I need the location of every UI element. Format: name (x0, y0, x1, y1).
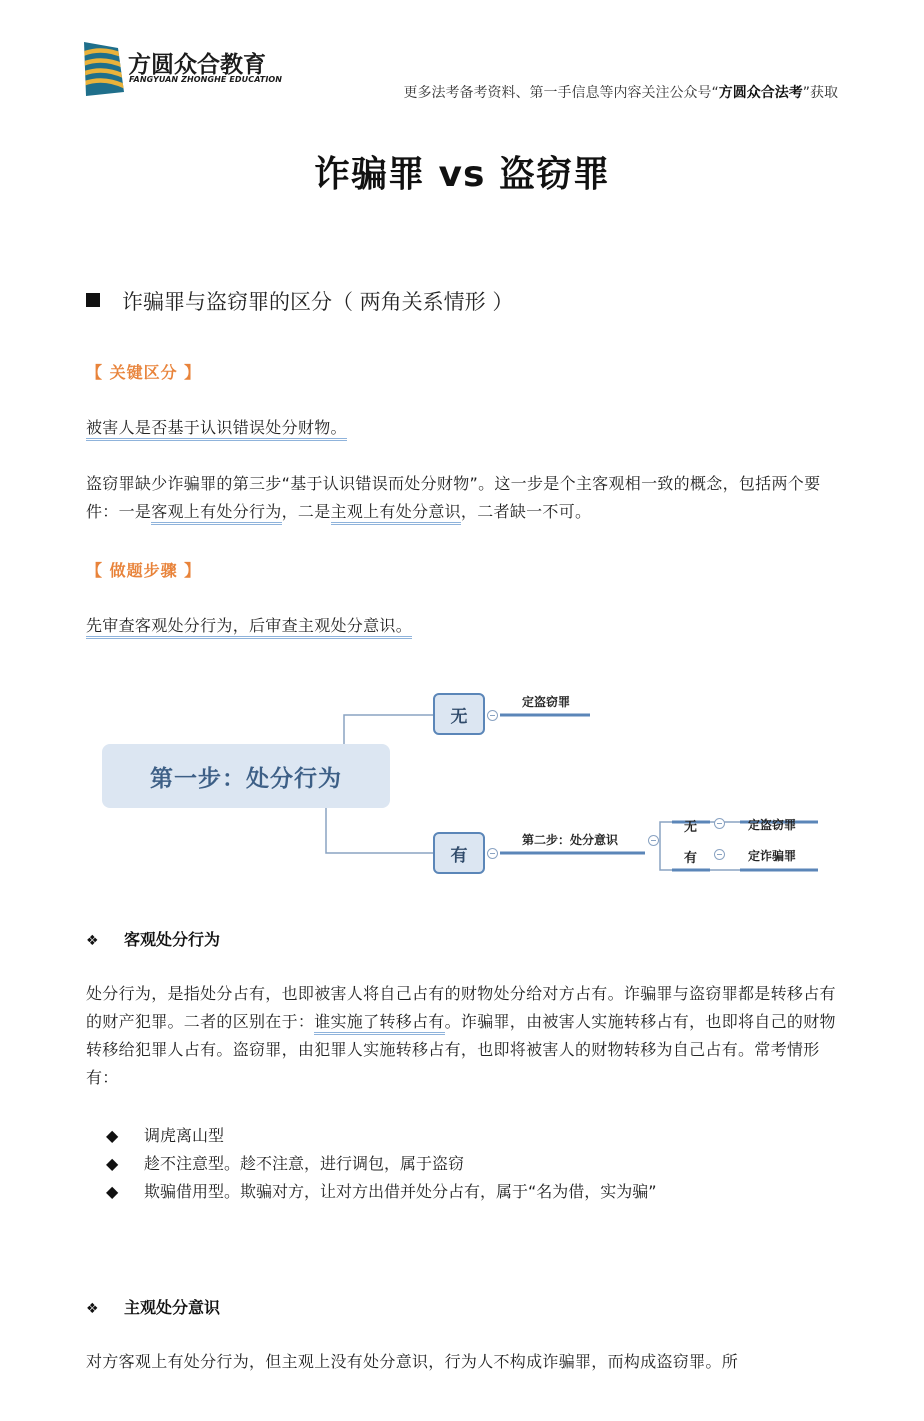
mindmap-node-no-disposal: 无 (433, 693, 485, 735)
subjective-heading-text: 主观处分意识 (124, 1298, 221, 1317)
document-title: 诈骗罪 vs 盗窃罪 (314, 154, 610, 195)
mindmap-result-theft-2: 定盗窃罪 (748, 818, 797, 832)
mindmap-root-node: 第一步：处分行为 (102, 744, 390, 808)
collapse-circle-icon (714, 849, 725, 860)
mindmap-result-theft: 定盗窃罪 (522, 695, 571, 709)
para-text: 盗窃罪缺少诈骗罪的第三步“基于认识错误而处分财物”。这一步是个主客观相一致的概念，包括两个要件：一是 (86, 474, 821, 521)
steps-tag: 【 做题步骤 】 (86, 561, 202, 580)
header-note-prefix: 更多法考备考资料、第一手信息等内容关注公众号“ (403, 85, 719, 101)
mindmap-sub-no: 无 (684, 820, 698, 835)
para-text: 处分行为，是指处分占有，也即被害人将自己占有的财物处分给对方占有。诈骗罪与盗窃罪都是转移占有的财产犯罪。二者的区别在于： (86, 984, 836, 1031)
diamond-bullet-icon: ◆ (106, 1126, 119, 1145)
steps-summary (86, 612, 840, 640)
mindmap-result-fraud: 定诈骗罪 (748, 849, 797, 863)
key-distinction-summary (86, 414, 840, 442)
collapse-circle-icon (648, 835, 659, 846)
logo-mark-icon (84, 42, 124, 96)
steps-summary-text: 先审查客观处分行为，后审查主观处分意识。 (86, 616, 412, 639)
objective-paragraph (86, 980, 840, 1092)
list-item-text: 调虎离山型 (144, 1126, 225, 1145)
diamond-bullet-icon: ◆ (106, 1182, 119, 1201)
underlined-subjective: 主观上有处分意识 (331, 502, 461, 525)
list-item (106, 1122, 657, 1150)
header-note-suffix: ”获取 (802, 85, 838, 101)
para-text: 。诈骗罪，由被害人实施转移占有，也即将自己的财物转移给犯罪人占有。盗窃罪，由犯罪人实施转移占有，也即将被害人的财物转移为自己占有。常考情形有： (86, 1012, 836, 1087)
collapse-circle-icon (487, 710, 498, 721)
key-distinction-tag: 【 关键区分 】 (86, 363, 202, 382)
square-bullet-icon (86, 293, 100, 307)
key-summary-text: 被害人是否基于认识错误处分财物。 (86, 418, 347, 441)
diamond-cluster-icon: ❖ (86, 933, 99, 949)
para-text: ，二是 (281, 502, 331, 521)
underlined-who-transfers: 谁实施了转移占有 (314, 1012, 444, 1035)
key-distinction-paragraph (86, 470, 840, 526)
mindmap-node-has-disposal: 有 (433, 832, 485, 874)
list-item (106, 1150, 657, 1178)
mindmap-step-two: 第二步：处分意识 (522, 833, 619, 847)
diamond-bullet-icon: ◆ (106, 1154, 119, 1173)
section-heading (86, 286, 513, 316)
header-note (403, 82, 838, 102)
logo-name-en: FANGYUAN ZHONGHE EDUCATION (129, 75, 283, 84)
list-item (106, 1178, 657, 1206)
logo-name-cn: 方圆众合教育 (128, 52, 266, 78)
para-text: ，二者缺一不可。 (460, 502, 592, 521)
section-heading-text: 诈骗罪与盗窃罪的区分（ 两角关系情形 ） (122, 290, 514, 314)
header-note-account: 方圆众合法考 (718, 85, 803, 101)
underlined-objective: 客观上有处分行为 (151, 502, 281, 525)
subjective-paragraph: 对方客观上有处分行为，但主观上没有处分意识，行为人不构成诈骗罪，而构成盗窃罪。所 (86, 1352, 739, 1371)
brand-logo (84, 42, 284, 98)
diamond-cluster-icon: ❖ (86, 1301, 99, 1317)
mindmap-sub-yes: 有 (684, 851, 698, 866)
list-item-text: 趁不注意型。趁不注意，进行调包，属于盗窃 (144, 1154, 465, 1173)
collapse-circle-icon (487, 848, 498, 859)
common-cases-list (106, 1122, 657, 1206)
list-item-text: 欺骗借用型。欺骗对方，让对方出借并处分占有，属于“名为借，实为骗” (144, 1182, 657, 1201)
objective-heading-text: 客观处分行为 (124, 930, 221, 949)
collapse-circle-icon (714, 818, 725, 829)
objective-heading (86, 927, 220, 950)
subjective-heading (86, 1295, 220, 1318)
